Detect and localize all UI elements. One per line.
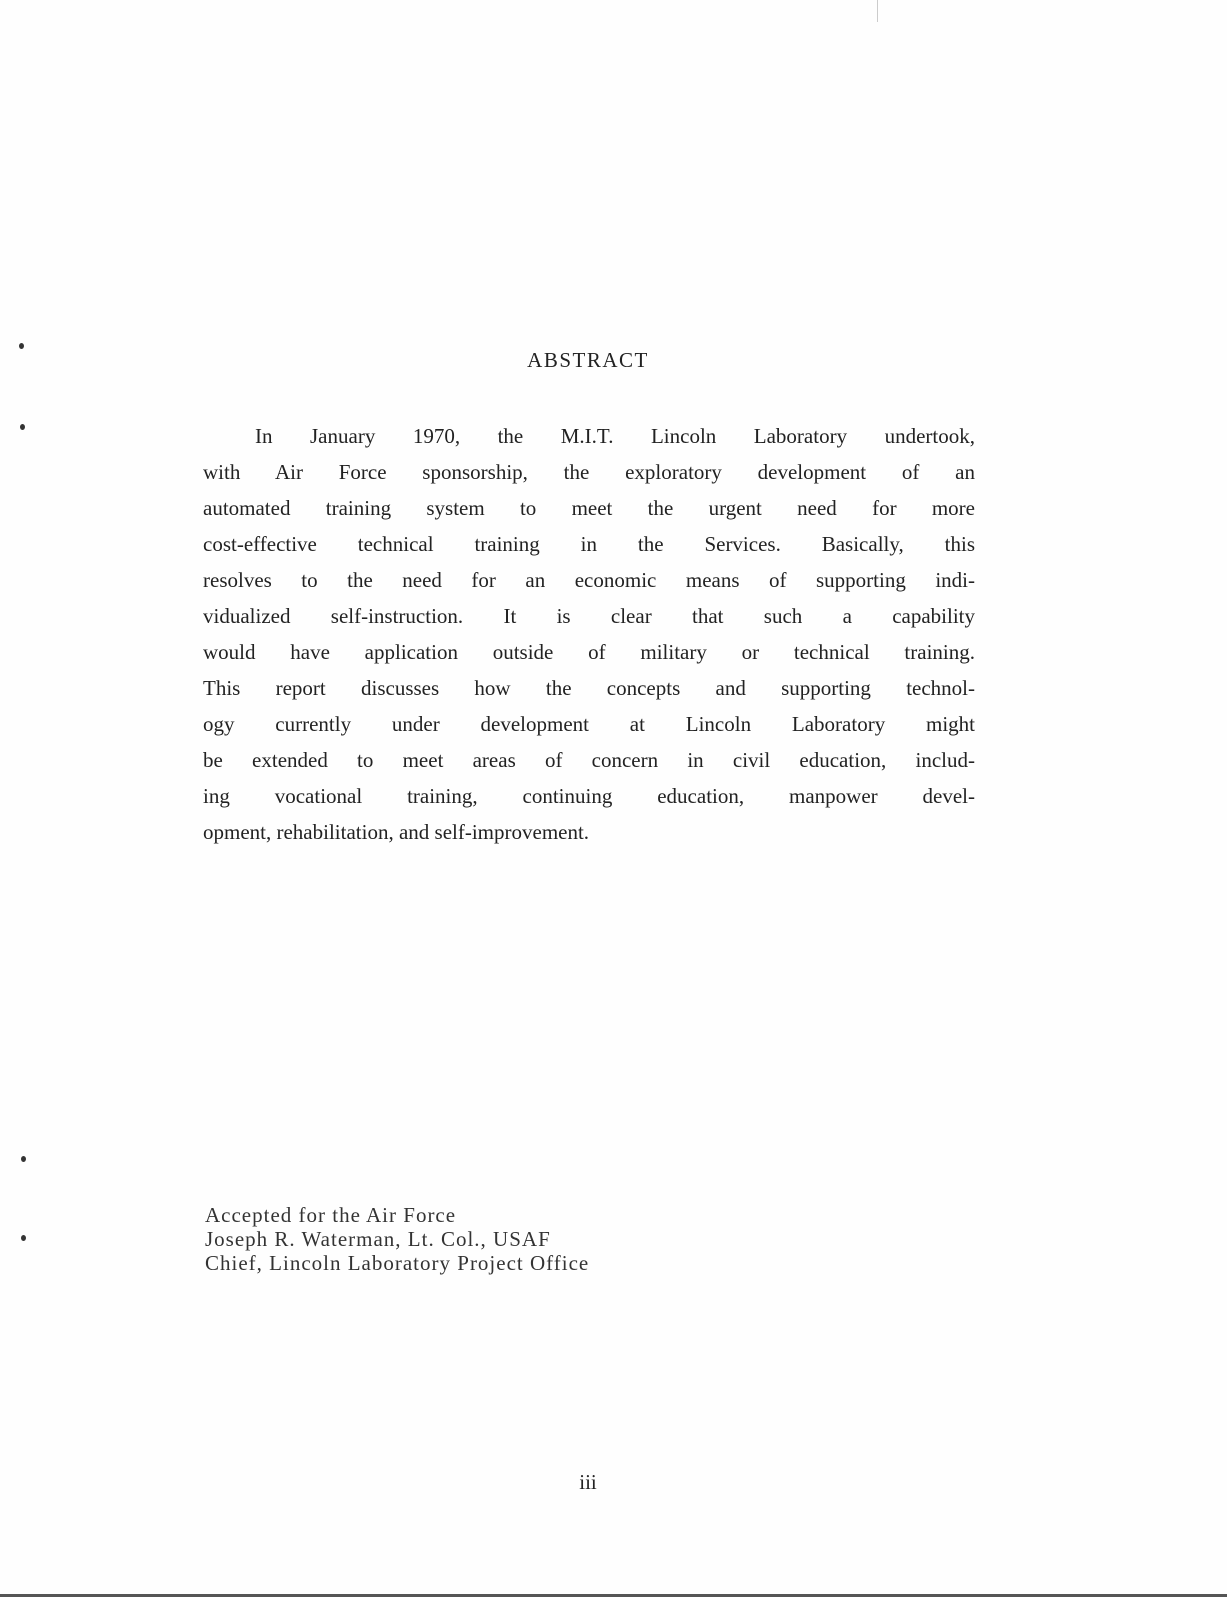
page-number: iii <box>579 1470 597 1494</box>
abstract-line: cost-effective technical training in the Services. Basically, this <box>203 532 975 556</box>
abstract-line: opment, rehabilitation, and self-improvement. <box>203 820 590 844</box>
officer-title: Chief, Lincoln Laboratory Project Office <box>205 1251 590 1275</box>
scan-tick-mark <box>877 0 878 22</box>
abstract-line: be extended to meet areas of concern in civil education, includ- <box>203 748 975 772</box>
abstract-line: automated training system to meet the urgent need for more <box>203 496 975 520</box>
abstract-line: vidualized self-instruction. It is clear that such a capability <box>203 604 975 628</box>
abstract-line: ing vocational training, continuing education, manpower devel- <box>203 784 975 808</box>
acceptance-signature-block <box>205 1203 589 1275</box>
binding-hole-mark <box>21 1156 26 1162</box>
abstract-paragraph <box>203 418 975 850</box>
binding-hole-mark <box>20 424 25 430</box>
abstract-line: In January 1970, the M.I.T. Lincoln Laboratory undertook, <box>255 424 975 448</box>
abstract-heading: ABSTRACT <box>527 348 649 372</box>
abstract-line: resolves to the need for an economic means of supporting indi- <box>203 568 975 592</box>
abstract-line: This report discusses how the concepts and supporting technol- <box>203 676 975 700</box>
abstract-line: with Air Force sponsorship, the exploratory development of an <box>203 460 975 484</box>
officer-name: Joseph R. Waterman, Lt. Col., USAF <box>205 1227 551 1251</box>
binding-hole-mark <box>21 1235 26 1241</box>
abstract-line: ogy currently under development at Lincoln Laboratory might <box>203 712 975 736</box>
abstract-line: would have application outside of military or technical training. <box>203 640 975 664</box>
acceptance-line: Accepted for the Air Force <box>205 1203 457 1227</box>
